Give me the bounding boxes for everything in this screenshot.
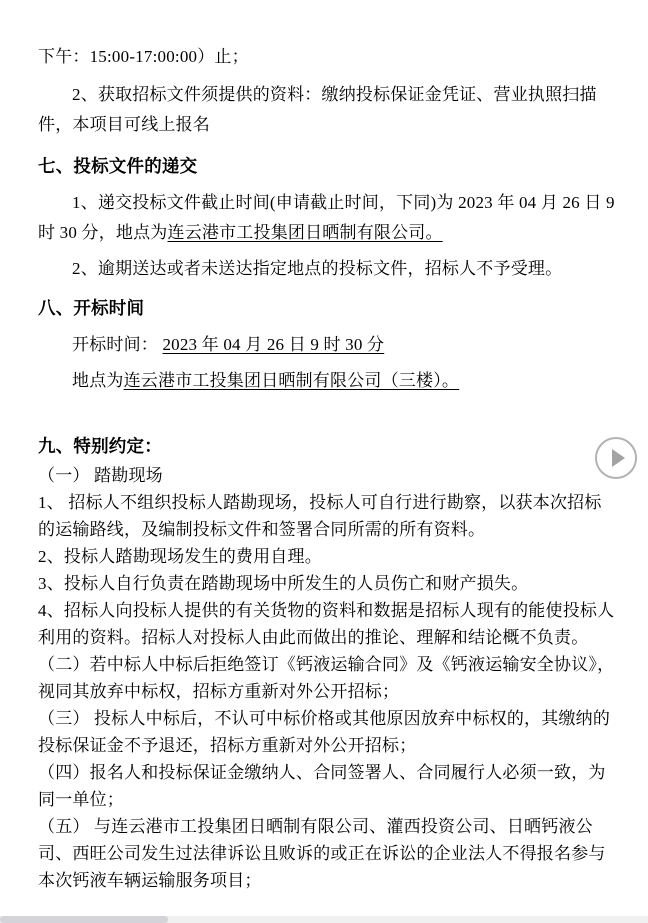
- bid-opening-place-line: [38, 366, 618, 396]
- section9-sub1-item4: 4、招标人向投标人提供的有关货物的资料和数据是招标人现有的能使投标人利用的资料。招标人对投标人由此而做出的推论、理解和结论概不负责。: [38, 601, 615, 647]
- section9-sub1-item1: 1、 招标人不组织投标人踏勘现场，投标人可自行进行勘察，以获本次招标的运输路线，及编制投标文件和签署合同所需的所有资料。: [38, 493, 602, 539]
- section9-sub4: （四）报名人和投标保证金缴纳人、合同签署人、合同履行人必须一致，为同一单位；: [38, 763, 606, 809]
- section9-heading: 九、特别约定：: [38, 436, 162, 456]
- bid-opening-time-label: 开标时间：: [72, 335, 163, 354]
- section9-sub1-item3: 3、投标人自行负责在踏勘现场中所发生的人员伤亡和财产损失。: [38, 574, 529, 593]
- intro-item-2: 2、获取招标文件须提供的资料：缴纳投标保证金凭证、营业执照扫描件，本项目可线上报名: [38, 85, 597, 134]
- section9-sub1-item2: 2、投标人踏勘现场发生的费用自理。: [38, 547, 322, 566]
- bid-opening-time-underlined: 2023 年 04 月 26 日 9 时 30 分: [162, 335, 385, 354]
- submission-deadline-text: 1、递交投标文件截止时间(申请截止时间，下同)为 2023 年 04 月 26 日 9 时 30 分，地点为: [38, 193, 615, 242]
- bid-opening-place-label: 地点为: [72, 371, 124, 390]
- section7-heading: 七、投标文件的递交: [38, 156, 198, 176]
- play-right-arrow-icon: [612, 449, 625, 467]
- next-page-button[interactable]: [595, 437, 637, 479]
- section9-sub3: （三） 投标人中标后，不认可中标价格或其他原因放弃中标权的，其缴纳的投标保证金不予退还，招标方重新对外公开招标；: [38, 709, 611, 755]
- horizontal-scrollbar-thumb[interactable]: [0, 916, 168, 923]
- horizontal-scrollbar-track[interactable]: [0, 916, 648, 923]
- intro-continuation-line: 下午：15:00-17:00:00）止；: [38, 47, 249, 66]
- section8-heading: 八、开标时间: [38, 298, 145, 318]
- section7-item-1: [38, 188, 618, 248]
- section9-sub2: （二）若中标人中标后拒绝签订《钙液运输合同》及《钙液运输安全协议》，视同其放弃中标权，招标方重新对外公开招标；: [38, 655, 615, 701]
- section9-sub1-title: （一） 踏勘现场: [38, 466, 163, 485]
- submission-place-underlined: 连云港市工投集团日晒制有限公司。: [167, 223, 443, 242]
- section9-sub5: （五） 与连云港市工投集团日晒制有限公司、灌西投资公司、日晒钙液公司、西旺公司发生过法律诉讼且败诉的或正在诉讼的企业法人不得报名参与本次钙液车辆运输服务项目；: [38, 817, 606, 890]
- bid-opening-time-line: [38, 330, 618, 360]
- section7-item-2: 2、逾期送达或者未送达指定地点的投标文件，招标人不予受理。: [72, 259, 563, 278]
- document-body: [38, 42, 618, 894]
- bid-opening-place-underlined: 连云港市工投集团日晒制有限公司（三楼）。: [123, 371, 460, 390]
